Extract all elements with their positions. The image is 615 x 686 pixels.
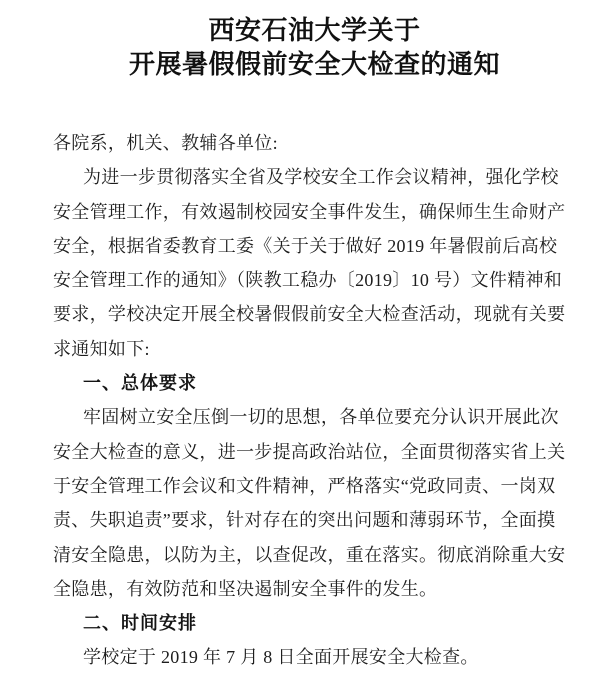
- paragraph1-line-6: 求通知如下:: [53, 338, 150, 359]
- notice-title-line-1: 西安石油大学关于: [208, 16, 421, 45]
- notice-body: [53, 126, 566, 675]
- paragraph2-line-6: 全隐患，有效防范和坚决遏制安全事件的发生。: [53, 578, 438, 599]
- paragraph1-line-1: 为进一步贯彻落实全省及学校安全工作会议精神，强化学校: [83, 167, 559, 188]
- paragraph1-line-2: 安全管理工作，有效遏制校园安全事件发生，确保师生生命财产: [53, 201, 566, 222]
- paragraph2-line-2: 安全大检查的意义，进一步提高政治站位，全面贯彻落实省上关: [53, 441, 566, 462]
- paragraph2-line-3: 于安全管理工作会议和文件精神，严格落实“党政同责、一岗双: [53, 475, 556, 496]
- paragraph1-line-4: 安全管理工作的通知》（陕教工稳办〔2019〕10 号）文件精神和: [53, 270, 563, 291]
- paragraph1-line-3: 安全，根据省委教育工委《关于关于做好 2019 年暑假前后高校: [53, 235, 558, 256]
- section1-heading: 一、总体要求: [83, 373, 197, 394]
- paragraph2-line-4: 责、失职追责”要求，针对存在的突出问题和薄弱环节，全面摸: [53, 510, 556, 531]
- notice-title-line-2: 开展暑假假前安全大检查的通知: [128, 50, 500, 79]
- notice-title: [14, 14, 615, 82]
- paragraph2-line-5: 清安全隐患，以防为主，以查促改，重在落实。彻底消除重大安: [53, 544, 566, 565]
- salutation-line: 各院系，机关、教辅各单位:: [53, 133, 278, 153]
- section2-heading: 二、时间安排: [83, 613, 197, 634]
- paragraph1-line-5: 要求，学校决定开展全校暑假假前安全大检查活动，现就有关要: [53, 304, 566, 325]
- paragraph2-line-1: 牢固树立安全压倒一切的思想，各单位要充分认识开展此次: [83, 407, 559, 428]
- paragraph3-line-1: 学校定于 2019 年 7 月 8 日全面开展安全大检查。: [83, 647, 479, 668]
